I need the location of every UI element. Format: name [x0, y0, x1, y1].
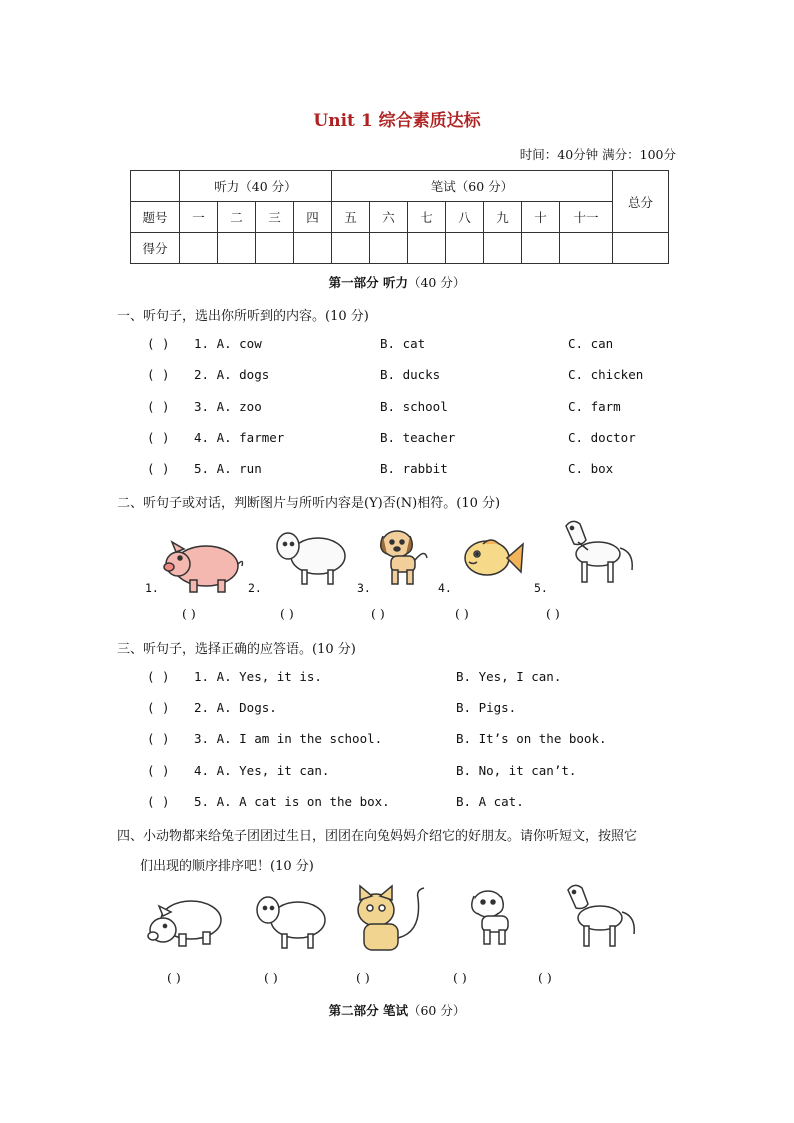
score-cell[interactable] — [446, 233, 484, 264]
qnum-cell: 七 — [408, 202, 446, 233]
answer-blank[interactable]: ( ) — [147, 794, 170, 809]
score-cell[interactable] — [256, 233, 294, 264]
part-two-heading: 第二部分 笔试（60 分） — [328, 1003, 466, 1018]
s3-item: ( ) 4. A. Yes, it can. B. No, it can’t. — [147, 763, 577, 778]
score-cell[interactable] — [613, 233, 669, 264]
answer-blank[interactable]: ( ) — [147, 700, 170, 715]
score-cell[interactable] — [218, 233, 256, 264]
s3-item: ( ) 2. A. Dogs. B. Pigs. — [147, 700, 517, 715]
writing-header: 笔试（60 分） — [332, 171, 613, 202]
score-cell[interactable] — [370, 233, 408, 264]
picture-label: 2. — [248, 581, 262, 595]
answer-blank[interactable]: ( ) — [356, 970, 370, 985]
picture-label: 4. — [438, 581, 452, 595]
qnum-cell: 六 — [370, 202, 408, 233]
section-3-heading: 三、听句子，选择正确的应答语。(10 分) — [117, 642, 356, 657]
pig-picture — [162, 536, 244, 594]
qnum-cell: 十 — [522, 202, 560, 233]
answer-blank[interactable]: ( ) — [455, 606, 469, 621]
answer-blank[interactable]: ( ) — [546, 606, 560, 621]
listening-header: 听力（40 分） — [180, 171, 332, 202]
dog-picture — [377, 526, 433, 590]
score-cell[interactable] — [484, 233, 522, 264]
score-cell[interactable] — [522, 233, 560, 264]
score-label: 得分 — [131, 233, 180, 264]
answer-blank[interactable]: ( ) — [280, 606, 294, 621]
score-cell[interactable] — [332, 233, 370, 264]
corner-cell — [131, 171, 180, 202]
answer-blank[interactable]: ( ) — [147, 430, 170, 445]
s3-item: ( ) 3. A. I am in the school. B. It’s on the book. — [147, 731, 607, 746]
s3-item: ( ) 5. A. A cat is on the box. B. A cat. — [147, 794, 524, 809]
section-4-heading-continued: 们出现的顺序排序吧！(10 分) — [140, 859, 314, 874]
horse-picture — [556, 516, 638, 588]
section-1-heading: 一、听句子，选出你所听到的内容。(10 分) — [117, 309, 369, 324]
exam-meta: 时间：40分钟 满分：100分 — [519, 147, 676, 162]
page-title: Unit 1 综合素质达标 — [313, 111, 481, 131]
qnum-cell: 四 — [294, 202, 332, 233]
answer-blank[interactable]: ( ) — [167, 970, 181, 985]
answer-blank[interactable]: ( ) — [147, 399, 170, 414]
sheep-outline-picture — [252, 890, 328, 952]
score-cell[interactable] — [408, 233, 446, 264]
picture-label: 5. — [534, 581, 548, 595]
answer-blank[interactable]: ( ) — [371, 606, 385, 621]
answer-blank[interactable]: ( ) — [147, 669, 170, 684]
section-4-heading: 四、小动物都来给兔子团团过生日，团团在向兔妈妈介绍它的好朋友。请你听短文，按照它 — [117, 829, 638, 844]
s3-item: ( ) 1. A. Yes, it is. B. Yes, I can. — [147, 669, 562, 684]
answer-blank[interactable]: ( ) — [264, 970, 278, 985]
horse-outline-picture — [558, 880, 640, 952]
cat-picture — [352, 882, 436, 958]
score-cell[interactable] — [560, 233, 613, 264]
answer-blank[interactable]: ( ) — [147, 336, 170, 351]
qnum-cell: 九 — [484, 202, 522, 233]
fish-picture — [461, 532, 525, 584]
answer-blank[interactable]: ( ) — [147, 367, 170, 382]
answer-blank[interactable]: ( ) — [453, 970, 467, 985]
picture-label: 3. — [357, 581, 371, 595]
qnum-cell: 三 — [256, 202, 294, 233]
part-one-heading: 第一部分 听力（40 分） — [328, 275, 466, 290]
s1-item: ( ) 2. A. dogs B. ducks C. chicken — [147, 367, 644, 382]
section-2-heading: 二、听句子或对话，判断图片与所听内容是(Y)否(N)相符。(10 分) — [117, 496, 501, 511]
answer-blank[interactable]: ( ) — [147, 763, 170, 778]
answer-blank[interactable]: ( ) — [147, 461, 170, 476]
s1-item: ( ) 5. A. run B. rabbit C. box — [147, 461, 614, 476]
s1-item: ( ) 1. A. cow B. cat C. can — [147, 336, 614, 351]
s1-item: ( ) 3. A. zoo B. school C. farm — [147, 399, 621, 414]
score-cell[interactable] — [294, 233, 332, 264]
qnum-cell: 二 — [218, 202, 256, 233]
qnum-cell: 一 — [180, 202, 218, 233]
qnum-cell: 五 — [332, 202, 370, 233]
qnum-cell: 十一 — [560, 202, 613, 233]
pig-outline-picture — [143, 894, 227, 952]
question-number-label: 题号 — [131, 202, 180, 233]
s1-item: ( ) 4. A. farmer B. teacher C. doctor — [147, 430, 636, 445]
total-header: 总分 — [613, 171, 669, 233]
score-table — [130, 170, 669, 264]
sheep-picture — [272, 526, 348, 588]
picture-label: 1. — [145, 581, 159, 595]
answer-blank[interactable]: ( ) — [182, 606, 196, 621]
score-cell[interactable] — [180, 233, 218, 264]
dog-outline-picture — [466, 884, 526, 950]
answer-blank[interactable]: ( ) — [538, 970, 552, 985]
answer-blank[interactable]: ( ) — [147, 731, 170, 746]
qnum-cell: 八 — [446, 202, 484, 233]
